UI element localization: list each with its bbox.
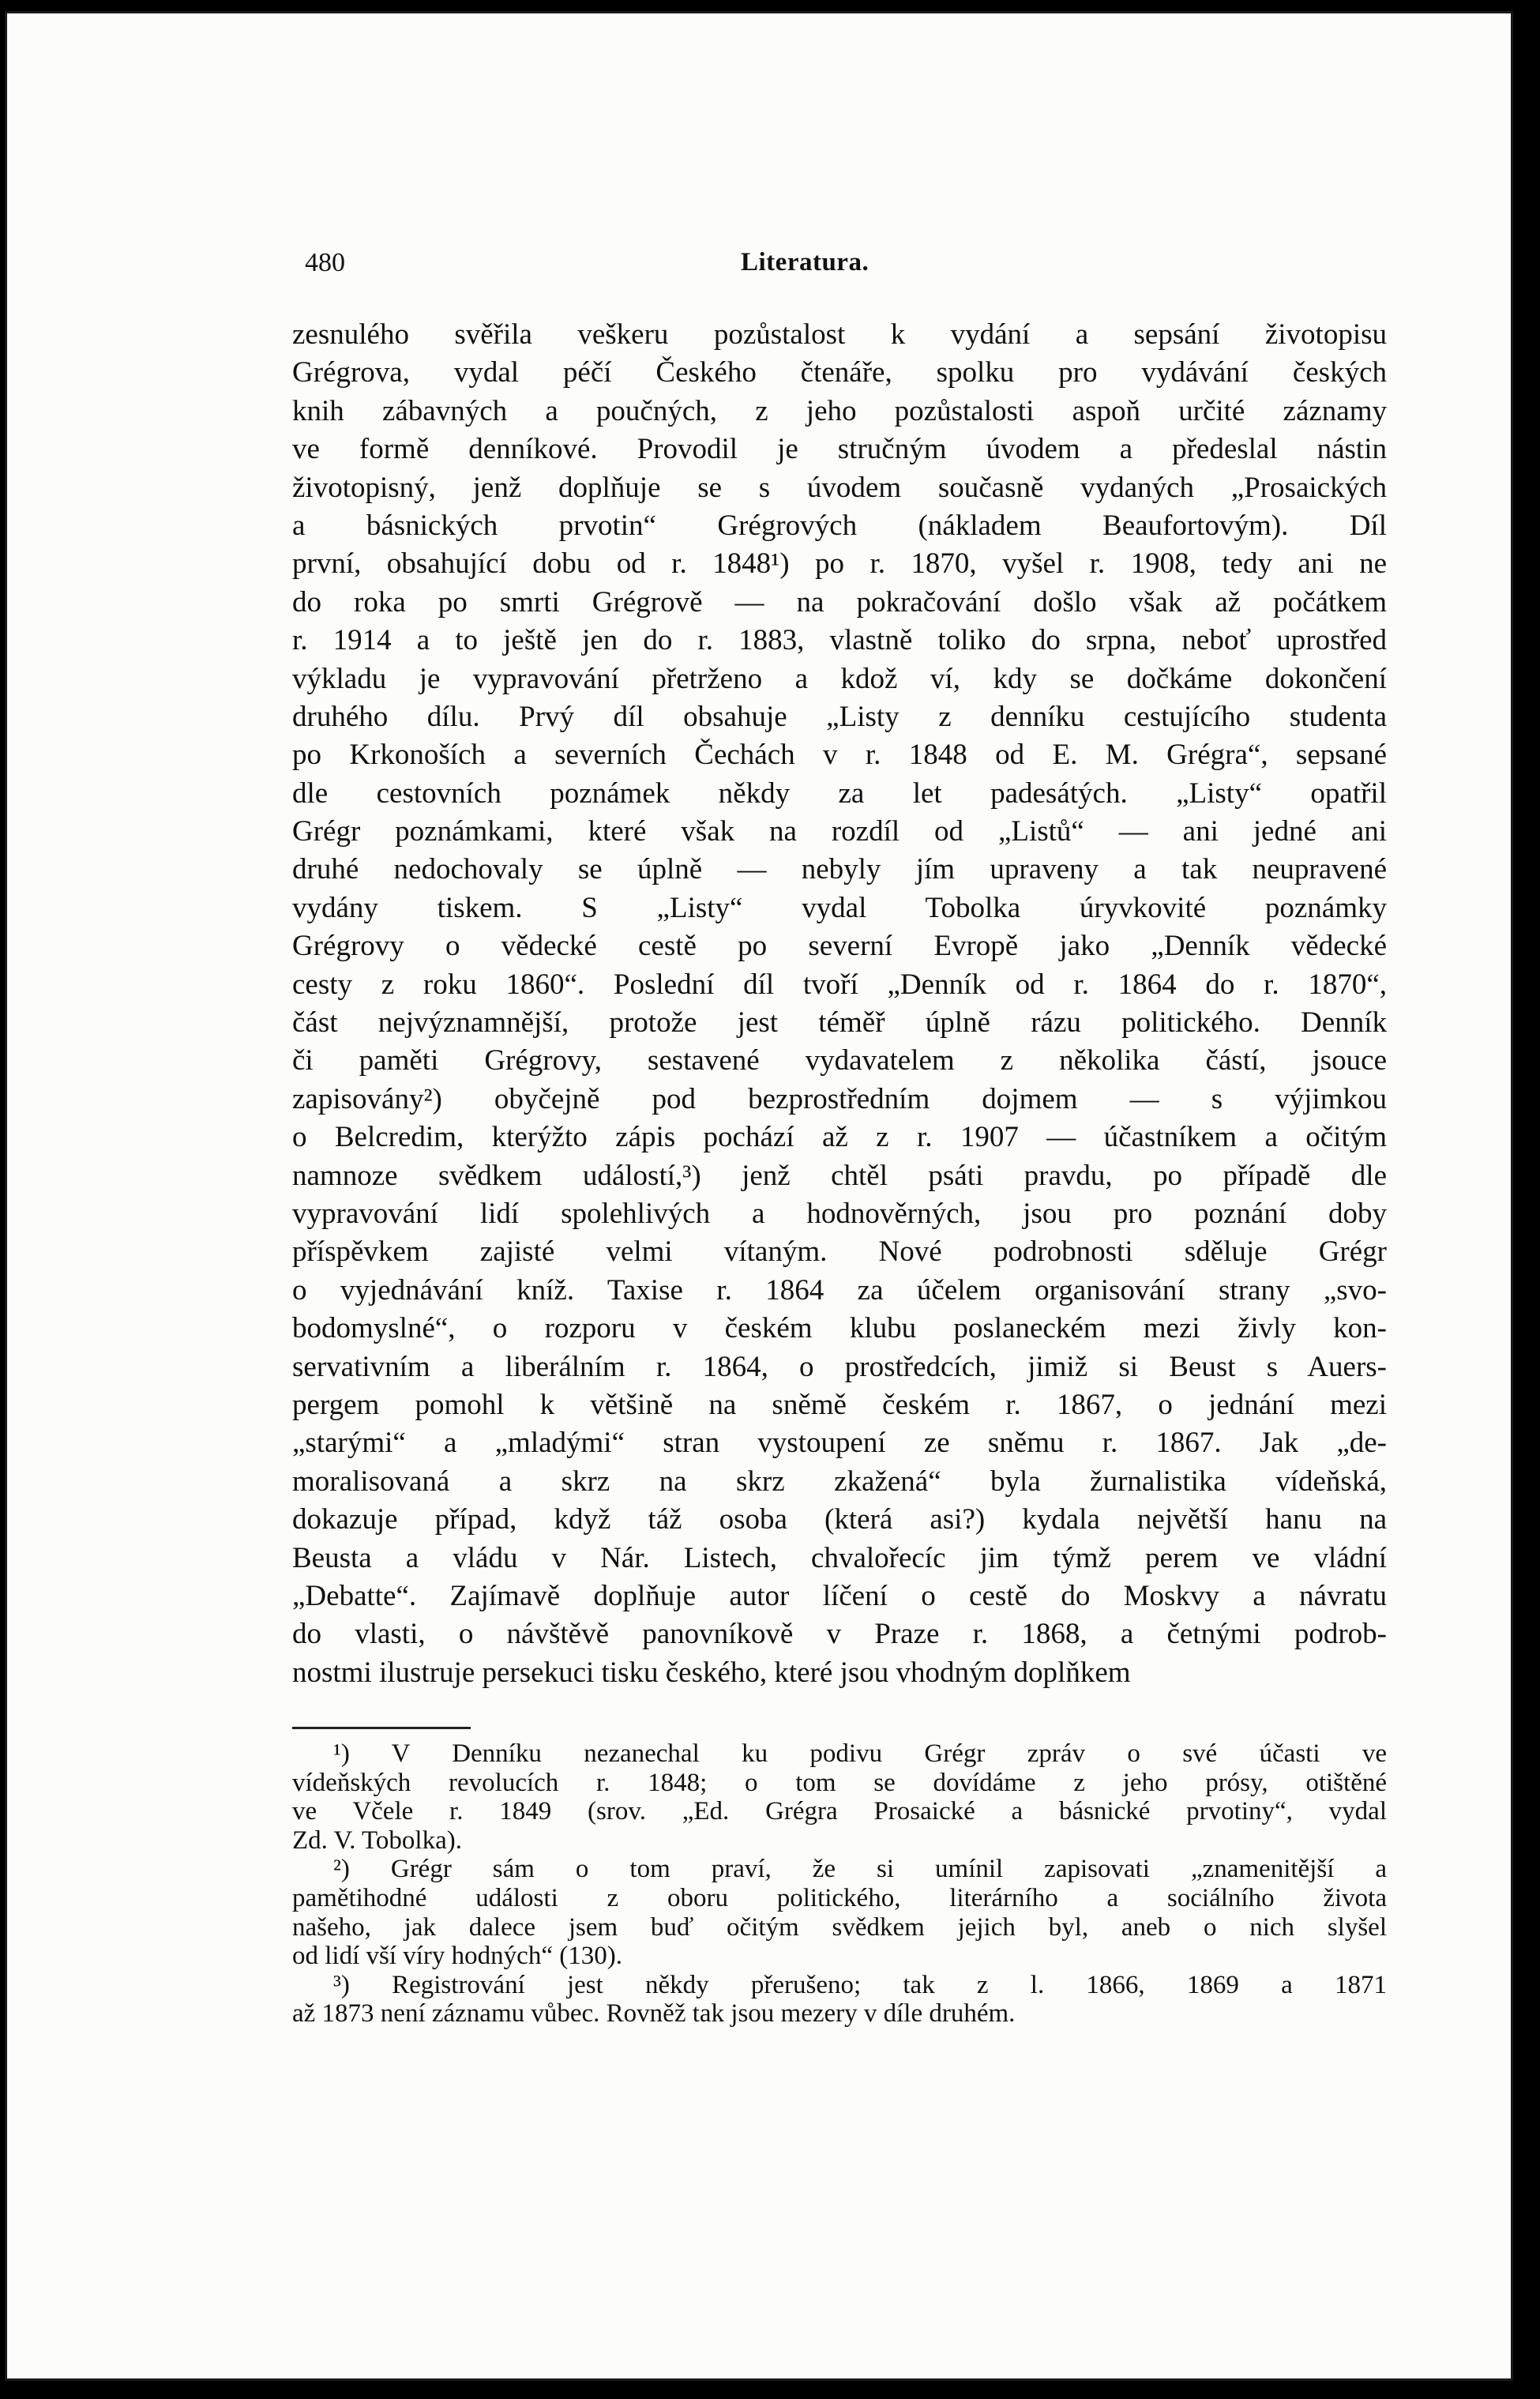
footnote-line: od lidí vší víry hodných“ (130). — [292, 1942, 622, 1971]
footnote-line: ²) Grégr sám o tom praví, že si umínil zapisovati „znamenitější a — [333, 1855, 1387, 1884]
text-line: příspěvkem zajisté velmi vítaným. Nové podrobnosti sděluje Grégr — [292, 1235, 1387, 1269]
text-line: Grégrova, vydal péčí Českého čtenáře, spolku pro vydávání českých — [292, 356, 1387, 389]
text-line: část nejvýznamnější, protože jest téměř úplně rázu politického. Denník — [292, 1006, 1387, 1040]
text-line: moralisovaná a skrz na skrz zkažená“ byla žurnalistika vídeňská, — [292, 1465, 1387, 1498]
text-line: Grégrovy o vědecké cestě po severní Evropě jako „Denník vědecké — [292, 930, 1387, 963]
text-line: „starými“ a „mladými“ stran vystoupení ze sněmu r. 1867. Jak „de- — [292, 1427, 1387, 1460]
footnotes — [292, 1739, 1387, 2029]
text-line: Beusta a vládu v Nár. Listech, chvalořecíc jim týmž perem ve vládní — [292, 1541, 1387, 1574]
book-page — [5, 11, 1513, 2381]
text-line: knih zábavných a poučných, z jeho pozůstalosti aspoň určité záznamy — [292, 394, 1387, 427]
text-line: vypravování lidí spolehlivých a hodnověrných, jsou pro poznání doby — [292, 1197, 1387, 1230]
text-line: zapisovány²) obyčejně pod bezprostředním dojmem — s výjimkou — [292, 1082, 1387, 1115]
footnote-line: našeho, jak dalece jsem buď očitým svědkem jejich byl, aneb o nich slyšel — [292, 1912, 1387, 1942]
text-line: a básnických prvotin“ Grégrových (nákladem Beaufortovým). Díl — [292, 509, 1387, 542]
text-line: či paměti Grégrovy, sestavené vydavatelem z několika částí, jsouce — [292, 1044, 1387, 1077]
footnote-line: Zd. V. Tobolka). — [292, 1826, 462, 1855]
text-line: o vyjednávání kníž. Taxise r. 1864 za účelem organisování strany „svo- — [292, 1273, 1387, 1307]
footnote-line: ve Včele r. 1849 (srov. „Ed. Grégra Prosaické a básnické prvotiny“, vydal — [292, 1797, 1387, 1826]
page-number: 480 — [305, 248, 345, 277]
running-head: Literatura. — [741, 248, 870, 276]
footnote-line: pamětihodné události z oboru politického, literárního a sociálního života — [292, 1883, 1387, 1912]
footnote-3 — [292, 1971, 1387, 2029]
text-line: r. 1914 a to ještě jen do r. 1883, vlastně toliko do srpna, neboť uprostřed — [292, 624, 1387, 657]
text-line: životopisný, jenž doplňuje se s úvodem současně vydaných „Prosaických — [292, 471, 1387, 504]
text-line: dokazuje případ, když táž osoba (která asi?) kydala největší hanu na — [292, 1503, 1387, 1536]
text-line: pergem pomohl k většině na sněmě českém r. 1867, o jednání mezi — [292, 1388, 1387, 1421]
text-line: dle cestovních poznámek někdy za let padesátých. „Listy“ opatřil — [292, 776, 1387, 810]
footnote-line: vídeňských revolucích r. 1848; o tom se dovídáme z jeho prósy, otištěné — [292, 1768, 1387, 1797]
text-line: nostmi ilustruje persekuci tisku českého, které jsou vhodným doplňkem — [292, 1656, 1131, 1689]
text-line: namnoze svědkem událostí,³) jenž chtěl psáti pravdu, po případě dle — [292, 1159, 1387, 1192]
footnote-2 — [292, 1855, 1387, 1970]
text-line: Grégr poznámkami, které však na rozdíl od „Listů“ — ani jedné ani — [292, 815, 1387, 848]
footnote-separator — [292, 1727, 471, 1729]
text-line: druhého dílu. Prvý díl obsahuje „Listy z denníku cestujícího studenta — [292, 700, 1387, 733]
text-line: do vlasti, o návštěvě panovníkově v Praze r. 1868, a četnými podrob- — [292, 1618, 1387, 1651]
text-line: ve formě denníkové. Provodil je stručným úvodem a předeslal nástin — [292, 433, 1387, 466]
text-line: do roka po smrti Grégrově — na pokračování došlo však až počátkem — [292, 585, 1387, 619]
main-text — [292, 316, 1387, 1692]
text-line: cesty z roku 1860“. Poslední díl tvoří „Denník od r. 1864 do r. 1870“, — [292, 968, 1387, 1001]
page-header — [305, 248, 1399, 280]
text-line: bodomyslné“, o rozporu v českém klubu poslaneckém mezi živly kon- — [292, 1312, 1387, 1345]
footnote-line: ¹) V Denníku nezanechal ku podivu Grégr zpráv o své účasti ve — [333, 1739, 1387, 1768]
text-line: „Debatte“. Zajímavě doplňuje autor líčení o cestě do Moskvy a návratu — [292, 1579, 1387, 1612]
footnote-line: ³) Registrování jest někdy přerušeno; tak z l. 1866, 1869 a 1871 — [333, 1970, 1387, 1999]
footnote-line: až 1873 není záznamu vůbec. Rovněž tak jsou mezery v díle druhém. — [292, 1999, 1016, 2029]
footnote-1 — [292, 1739, 1387, 1855]
text-line: servativním a liberálním r. 1864, o prostředcích, jimiž si Beust s Auers- — [292, 1350, 1387, 1383]
text-line: první, obsahující dobu od r. 1848¹) po r. 1870, vyšel r. 1908, tedy ani ne — [292, 547, 1387, 581]
text-line: zesnulého svěřila veškeru pozůstalost k vydání a sepsání životopisu — [292, 318, 1387, 351]
text-line: o Belcredim, kterýžto zápis pochází až z r. 1907 — účastníkem a očitým — [292, 1121, 1387, 1154]
text-line: druhé nedochovaly se úplně — nebyly jím upraveny a tak neupravené — [292, 853, 1387, 886]
text-line: výkladu je vypravování přetrženo a kdož ví, kdy se dočkáme dokončení — [292, 662, 1387, 695]
text-line: po Krkonoších a severních Čechách v r. 1848 od E. M. Grégra“, sepsané — [292, 739, 1387, 772]
text-line: vydány tiskem. S „Listy“ vydal Tobolka úryvkovité poznámky — [292, 891, 1387, 924]
